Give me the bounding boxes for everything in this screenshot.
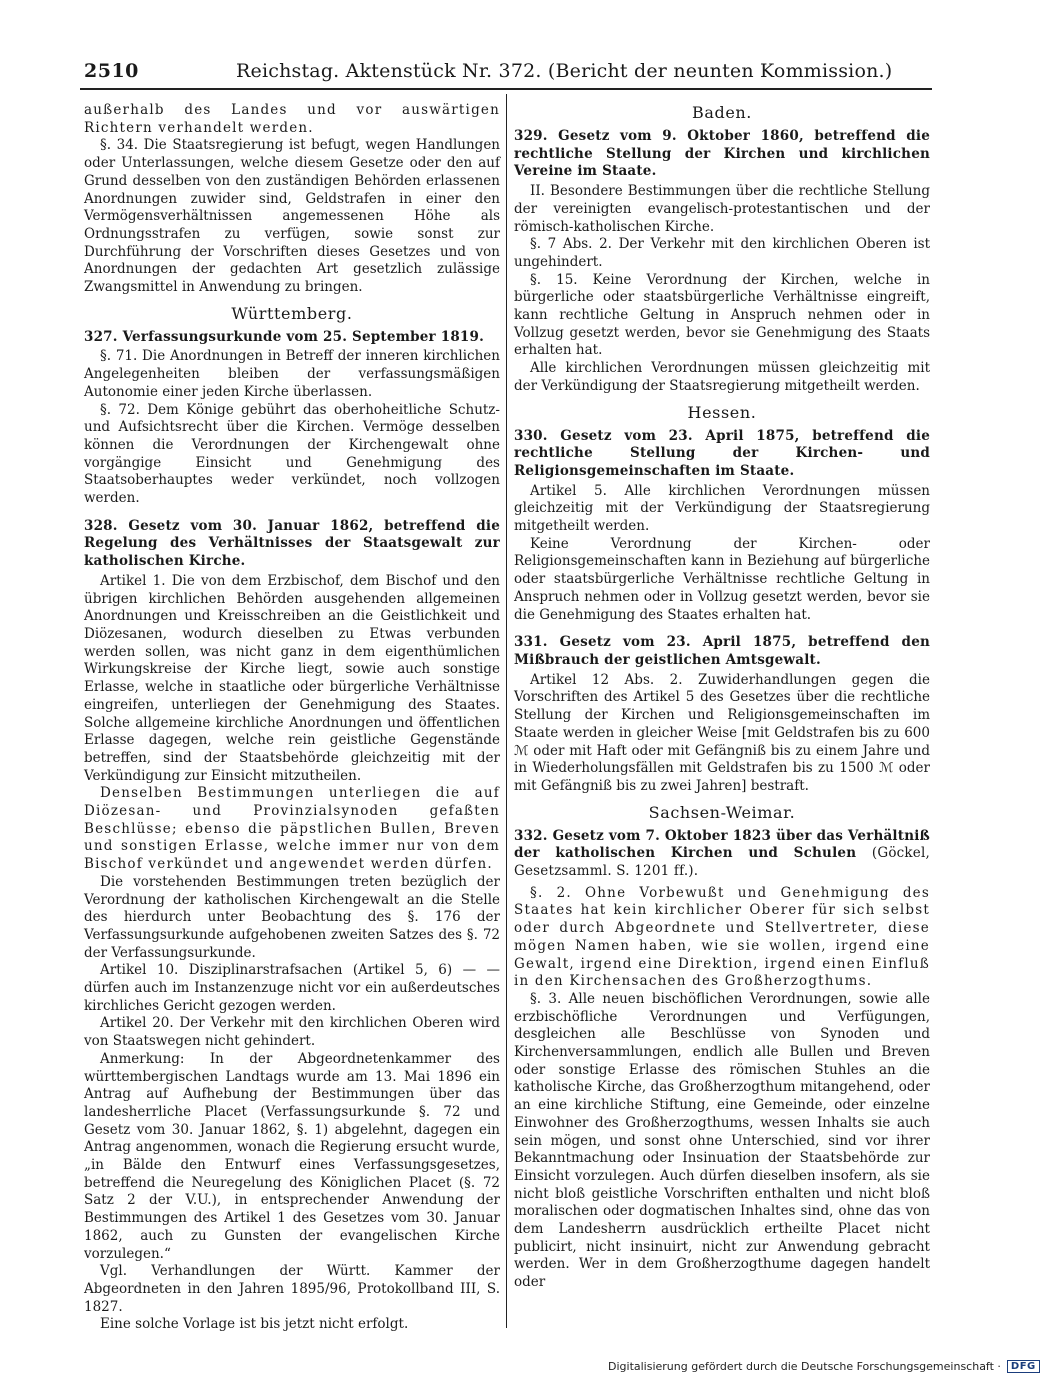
section-heading-sachsen-weimar: Sachsen-Weimar. — [648, 802, 796, 822]
item-title-332-source: (Göckel, Gesetzsamml. S. 1201 ff.). — [514, 845, 930, 880]
paragraph-s2: §. 2. Ohne Vorbewußt und Genehmigung des Staates hat kein kirchlicher Oberer für sich selbst oder durch Abgeordnete und Stellvertreter, diese mögen Namen haben, wie sie wollen, irgend eine Gewalt, irgend eine Direktion, irgend einen Einfluß in den Kirchensachen des Großherzogthums. — [514, 884, 930, 990]
paragraph-s72: §. 72. Dem Könige gebührt das oberhoheitliche Schutz- und Aufsichtsrecht über die Kirchen. Vermöge desselben können die Verordnungen der Kirchengewalt ohne vorgängige Einsicht und Genehmigung des Staatsoberhauptes weder verkündet, noch vollzogen werden. — [84, 401, 500, 507]
paragraph-s3: §. 3. Alle neuen bischöflichen Verordnungen, sowie alle erzbischöfliche Verordnungen und Verfügungen, desgleichen alle Beschlüsse von Synoden und Kirchenversammlungen, endlich alle Bullen und Breven oder sonstige Erlasse des römischen Stuhles an die katholische Kirche, das Großherzogthum mitangehend, oder an eine kirchliche Stiftung, eine Gemeinde, oder einzelne Einwohner des Großherzogthums, wessen Inhalts sie auch sein mögen, und sonst ohne Unterschied, sind vor ihrer Bekanntmachung oder Insinuation der Staatsbehörde zur Einsicht vorzulegen. Auch dürfen dieselben insofern, als sie nicht bloß geistliche Vorschriften enthalten und nicht bloß moralischen oder dogmatischen Inhaltes sind, ohne das von dem Landesherrn ausdrücklich ertheilte Placet nicht publicirt, nicht insinuirt, nicht zur Anwendung gebracht werden. Wer in dem Großherzogthume dagegen handelt oder — [514, 990, 930, 1291]
column-divider — [506, 94, 507, 1328]
paragraph-artikel-12: Artikel 12 Abs. 2. Zuwiderhandlungen gegen die Vorschriften des Artikel 5 des Gesetzes über die rechtliche Stellung der Kirchen und Religionsgemeinschaften im Staate werden in gleicher Weise [mit Geldstrafen bis zu 600 ℳ oder mit Haft oder mit Gefängniß bis zu einem Jahre und in Wiederholungsfällen mit Geldstrafen bis zu 1500 ℳ oder mit Gefängniß bis zu zwei Jahren] bestraft. — [514, 671, 930, 794]
footer-credit — [608, 1360, 1040, 1373]
paragraph-s71: §. 71. Die Anordnungen in Betreff der inneren kirchlichen Angelegenheiten bleiben der verfassungsmäßigen Autonomie einer jeden Kirche überlassen. — [84, 348, 500, 400]
paragraph-s34: §. 34. Die Staatsregierung ist befugt, wegen Handlungen oder Unterlassungen, welche diesem Gesetze oder den auf Grund desselben von den zuständigen Behörden erlassenen Anordnungen zuwider sind, Geldstrafen in einer den Vermögensverhältnissen angemessenen Höhe als Ordnungsstrafen zu verfügen, sowie sonst zur Durchführung der Vorschriften dieses Gesetzes und von Anordnungen der gedachten Art gesetzlich zulässige Zwangsmittel in Anwendung zu bringen. — [84, 137, 500, 296]
paragraph-eine-solche: Eine solche Vorlage ist bis jetzt nicht erfolgt. — [100, 1316, 409, 1333]
right-column — [514, 102, 930, 1292]
paragraph-artikel-1: Artikel 1. Die von dem Erzbischof, dem Bischof und den übrigen kirchlichen Behörden ausgehenden allgemeinen Anordnungen und Kreisschreiben an die Geistlichkeit und Diözesanen, wodurch dieselben zu Etwas verbunden werden sollen, was nicht ganz in dem eigenthümlichen Wirkungskreise der Kirche liegt, sowie auch sonstige Erlasse, welche in staatliche oder bürgerliche Verhältnisse eingreifen, unterliegen der Genehmigung des Staates. Solche allgemeine kirchliche Anordnungen und öffentlichen Erlasse dagegen, welche rein geistliche Gegenstände betreffen, sind der Staatsbehörde gleichzeitig mit der Verkündigung zur Einsicht mitzutheilen. — [84, 572, 500, 784]
running-title: Reichstag. Aktenstück Nr. 372. (Bericht der neunten Kommission.) — [236, 60, 893, 82]
footer-text: Digitalisierung gefördert durch die Deutsche Forschungsgemeinschaft · — [608, 1360, 1001, 1373]
continuation-text: außerhalb des Landes und vor auswärtigen Richtern verhandelt werden. — [84, 102, 500, 136]
paragraph-artikel-5: Artikel 5. Alle kirchlichen Verordnungen müssen gleichzeitig mit der Verkündigung der Staatsregierung mitgetheilt werden. — [514, 482, 930, 535]
paragraph-ii: II. Besondere Bestimmungen über die rechtliche Stellung der vereinigten evangelisch-protestantischen und der römisch-katholischen Kirche. — [514, 183, 930, 235]
section-heading-hessen: Hessen. — [687, 402, 757, 422]
item-title-332-text: 332. Gesetz vom 7. Oktober 1823 über das Verhältniß der katholischen Kirchen und Schulen — [514, 827, 930, 862]
paragraph-artikel-1b: Denselben Bestimmungen unterliegen die auf Diözesan- und Provinzialsynoden gefaßten Beschlüsse; ebenso die päpstlichen Bullen, Breven und sonstigen Erlasse, welche immer nur von dem Bischof verkündet und angewendet werden dürfen. — [84, 785, 500, 873]
dfg-logo-icon: DFG — [1007, 1360, 1040, 1373]
paragraph-anmerkung: Anmerkung: In der Abgeordnetenkammer des württembergischen Landtags wurde am 13. Mai 1896 ein Antrag auf Aufhebung der Bestimmungen über das landesherrliche Placet (Verfassungsurkunde §. 72 und Gesetz vom 30. Januar 1862, §. 1) abgelehnt, dagegen ein Antrag angenommen, wonach die Regierung ersucht wurde, „in Bälde den Entwurf eines Verfassungsgesetzes, betreffend die Neuregelung des Königlichen Placet (§. 72 Satz 2 der V.U.), in entsprechender Anwendung der Bestimmungen des Artikel 1 des Gesetzes vom 30. Januar 1862, auch zu Gunsten der evangelischen Kirche vorzulegen.“ — [84, 1050, 500, 1262]
paragraph-s15: §. 15. Keine Verordnung der Kirchen, welche in bürgerliche oder staatsbürgerliche Verhältnisse eingreift, kann rechtliche Geltung in Anspruch nehmen oder in Vollzug gesetzt werden, bevor sie Genehmigung des Staats erhalten hat. — [514, 271, 930, 359]
item-title-328: 328. Gesetz vom 30. Januar 1862, betreffend die Regelung des Verhältnisses der Staatsgewalt zur katholischen Kirche. — [84, 517, 500, 570]
section-heading-baden: Baden. — [692, 103, 752, 122]
item-title-329: 329. Gesetz vom 9. Oktober 1860, betreffend die rechtliche Stellung der Kirchen und kirchlichen Vereine im Staate. — [514, 128, 930, 180]
paragraph-artikel-20: Artikel 20. Der Verkehr mit den kirchlichen Oberen wird von Staatswegen nicht gehindert. — [84, 1015, 500, 1050]
item-title-332 — [514, 828, 930, 881]
paragraph-alle: Alle kirchlichen Verordnungen müssen gleichzeitig mit der Verkündigung der Staatsregierung mitgetheilt werden. — [514, 360, 930, 394]
header-rule — [80, 88, 932, 90]
paragraph-s7: §. 7 Abs. 2. Der Verkehr mit den kirchlichen Oberen ist ungehindert. — [514, 236, 930, 270]
page-number: 2510 — [84, 60, 139, 82]
item-title-327: 327. Verfassungsurkunde vom 25. September 1819. — [84, 328, 485, 345]
paragraph-vgl: Vgl. Verhandlungen der Württ. Kammer der Abgeordneten in den Jahren 1895/96, Protokollband III, S. 1827. — [84, 1263, 500, 1315]
item-title-330: 330. Gesetz vom 23. April 1875, betreffend die rechtliche Stellung der Kirchen- und Religionsgemeinschaften im Staate. — [514, 427, 930, 479]
section-heading-wuerttemberg: Württemberg. — [231, 303, 353, 323]
left-column — [84, 102, 500, 1334]
item-title-331: 331. Gesetz vom 23. April 1875, betreffend den Mißbrauch der geistlichen Amtsgewalt. — [514, 634, 930, 668]
paragraph-artikel-1c: Die vorstehenden Bestimmungen treten bezüglich der Verordnung der katholischen Kirchengewalt an die Stelle des hierdurch unter Beobachtung des §. 176 der Verfassungsurkunde aufgehobenen zweiten Satzes des §. 72 der Verfassungsurkunde. — [84, 873, 500, 961]
page-header — [84, 58, 930, 84]
paragraph-artikel-10: Artikel 10. Disziplinarstrafsachen (Artikel 5, 6) — — dürfen auch im Instanzenzuge nicht vor ein außerdeutsches kirchliches Gericht gezogen werden. — [84, 962, 500, 1014]
paragraph-keine: Keine Verordnung der Kirchen- oder Religionsgemeinschaften kann in Beziehung auf bürgerliche oder staatsbürgerliche Verhältnisse rechtliche Geltung in Anspruch nehmen oder in Vollzug gesetzt werden, bevor sie die Genehmigung des Staates erhalten hat. — [514, 535, 930, 623]
